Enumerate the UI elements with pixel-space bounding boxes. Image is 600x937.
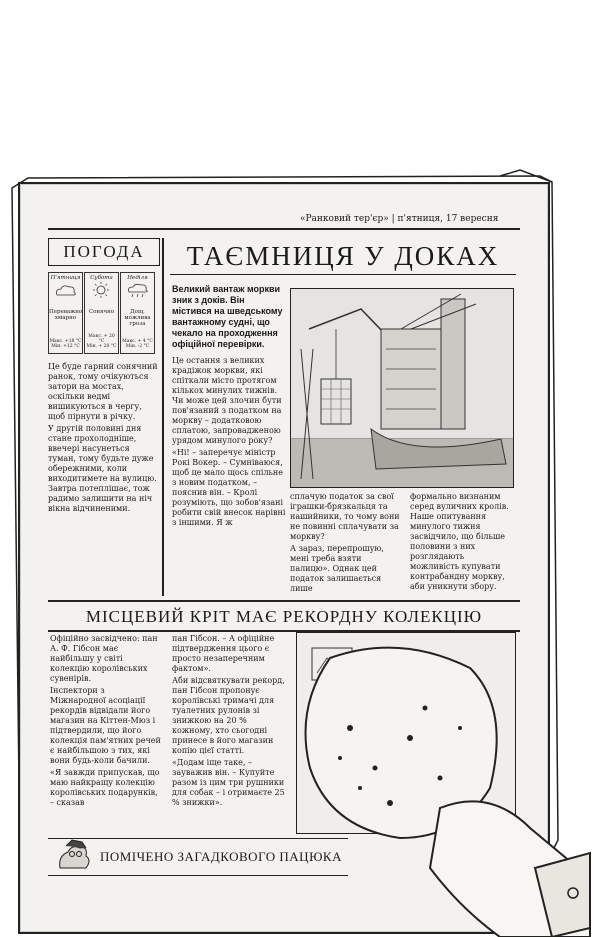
article-paragraph: Інспектори з Міжнародної асоціації рекордів відвідали його магазин на Кіттен-Мюз і підтвердили, що його колекція пам'ятних речей є найбільшою з тих, які вони будь-коли бачили. (50, 686, 161, 765)
dock-crane-illustration (290, 288, 514, 488)
sun-icon (85, 281, 118, 299)
bottom-banner-headline: ПОМІЧЕНО ЗАГАДКОВОГО ПАЦЮКА (48, 838, 348, 876)
day-high: Макс. + 4 °С (122, 339, 153, 344)
main-headline: ТАЄМНИЦЯ У ДОКАХ (170, 238, 516, 275)
masthead-separator: | (391, 214, 395, 224)
day-low: Мін. -2 °С (125, 344, 150, 349)
day-low: Мін. + 20 °С (86, 344, 117, 349)
main-story-lead: Великий вантаж моркви зник з доків. Він містився на шведському вантажному судні, що чекало на проходження офіційної перевірки. (172, 284, 283, 349)
column-rule (162, 238, 164, 596)
cloud-icon (49, 281, 82, 299)
day-high: Макс. + 20 °С (88, 334, 115, 344)
main-story-column-3 (410, 492, 514, 594)
hand-holding-biscuit (290, 638, 600, 937)
article-paragraph: Це остання з великих крадіжок моркви, які спіткали місто протягом кількох минулих тижнів. Чи може цей злочин бути пов'язаний з податком на моркву – додатковою сплатою, запровадженою урядом минулого року? (172, 356, 282, 445)
weather-title: ПОГОДА (48, 238, 160, 266)
weather-paragraph: У другій половині дня стане прохолодніше, ввечері насунеться туман, тому будьте дуже обережними, коли виходитимете на вулицю. Завтра потеплішає, тож радимо залишити на ніч вікна відчиненими. (48, 424, 157, 513)
section-rule (48, 600, 520, 602)
day-desc: Дощ, можлива гроза (124, 309, 151, 327)
masthead (300, 214, 498, 224)
rain-cloud-icon (121, 281, 154, 299)
main-story-column-1 (172, 284, 286, 530)
article-paragraph: сплачую податок за свої іграшки-брязкальця та нашийники, то чому вони не повинні сплачувати за моркву? (290, 492, 400, 541)
weather-day-friday (48, 272, 83, 354)
main-story-column-2 (290, 492, 404, 596)
paper-name: «Ранковий тер'єр» (300, 214, 389, 224)
article-paragraph: Офіційно засвідчено: пан А. Ф. Гібсон має найбільшу у світі колекцію королівських сувенірів. (50, 634, 158, 683)
day-desc: Переважно хмарно (49, 309, 83, 321)
second-headline: МІСЦЕВИЙ КРІТ МАЄ РЕКОРДНУ КОЛЕКЦІЮ (85, 607, 483, 626)
day-name: П'ятниця (50, 275, 81, 281)
issue-date: п'ятниця, 17 вересня (397, 214, 499, 224)
day-high: Макс. +18 °С (49, 339, 82, 344)
article-paragraph: «Я завжди припускав, що маю найкращу колекцію королівських подарунків, – сказав (50, 768, 160, 807)
article-paragraph: «Ні! – заперечує міністр Рокі Вокер. – Сумніваюся, щоб це мало щось спільне з новим податком, – пояснив він. – Кролі розуміють, що зобов'язані робити свій внесок нарівні з іншими. Я ж (172, 448, 286, 527)
second-story-column-1 (50, 634, 162, 810)
weather-forecast-text (48, 362, 158, 516)
article-paragraph: пан Гібсон. – А офіційне підтвердження цього є просто незаперечним фактом». (172, 634, 275, 673)
day-name: Субота (90, 275, 113, 281)
article-paragraph: «Додам іще таке, – зауважив він. – Купуйте разом із цим три рушники для собак – і отримаєте 25 % знижки». (172, 758, 285, 807)
article-paragraph: Аби відсвяткувати рекорд, пан Гібсон пропонує королівські тримачі для туалетних рулонів зі знижкою на 20 % кожному, хто сьогодні принесе в його магазин копію цієї статті. (172, 676, 285, 755)
weather-paragraph: Це буде гарний сонячний ранок, тому очікуються затори на мостах, оскільки ведмі вишикуються в чергу, щоб пірнути в річку. (48, 362, 158, 421)
day-name: Неділя (127, 275, 148, 281)
second-story-column-2 (172, 634, 288, 810)
rat-icon (52, 838, 102, 876)
article-paragraph: А зараз, перепрошую, мені треба взяти палицю». Однак цей податок залишається лише (290, 544, 384, 593)
masthead-rule (48, 228, 520, 230)
weather-day-saturday (84, 272, 119, 354)
day-low: Мін. +12 °С (51, 344, 80, 349)
article-paragraph: формально визнаним серед вуличних кролів. Наше опитування минулого тижня засвідчило, що більше половини з них розглядають можливість купувати контрабандну моркву, аби уникнути збору. (410, 492, 509, 591)
day-desc: Сонячно (88, 309, 115, 315)
weather-day-sunday (120, 272, 155, 354)
